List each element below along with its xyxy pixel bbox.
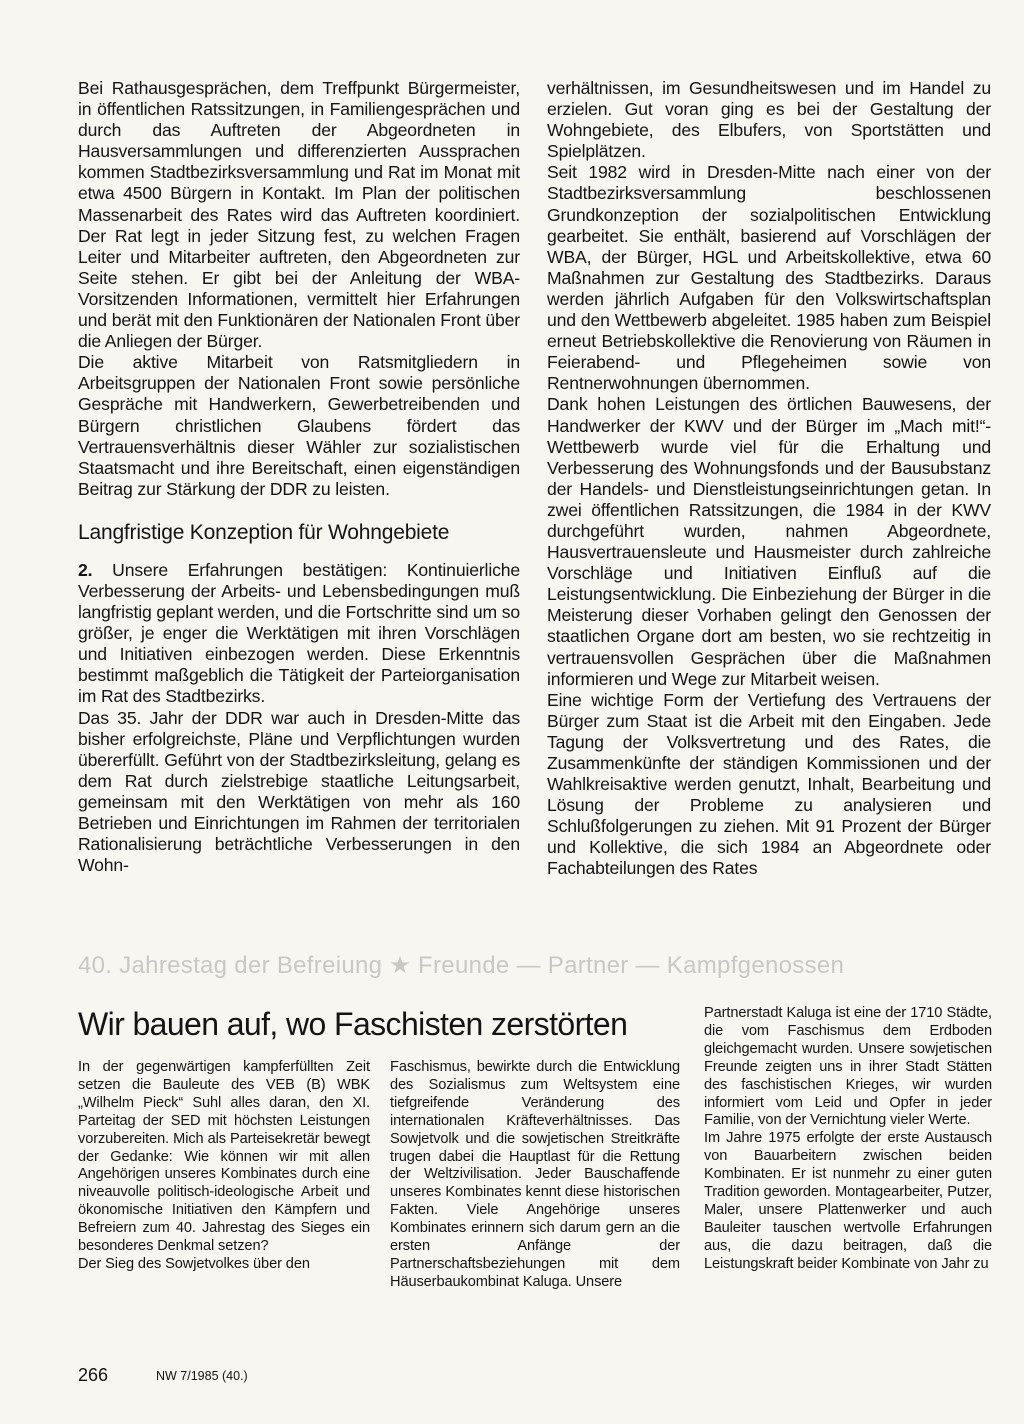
paragraph: Bei Rathausgesprächen, dem Treffpunkt Bürgermeister, in öffentlichen Ratssitzungen, in Familiengesprächen und durch das Auftreten der Abgeordneten in Hausversammlungen und differenzierten Aussprachen kommen Stadtbezirksversammlung und Rat im Monat mit etwa 4500 Bürgern in Kontakt. Im Plan der politischen Massenarbeit des Rates wird das Auftreten koordiniert. Der Rat legt in jeder Sitzung fest, zu welchen Fragen Leiter und Mitarbeiter auftreten, den Abgeordneten zur Seite stehen. Er gibt bei der Anleitung der WBA-Vorsitzenden Informationen, vermittelt hier Erfahrungen und berät mit den Funktionären der Nationalen Front über die Anliegen der Bürger. <box>78 78 520 352</box>
paragraph: Der Sieg des Sowjetvolkes über den <box>78 1255 310 1272</box>
page-footer <box>78 1363 478 1387</box>
paragraph: Die aktive Mitarbeit von Ratsmitgliedern in Arbeitsgruppen der Nationalen Front sowie persönliche Gespräche mit Handwerkern, Gewerbetreibenden und Bürgern christlichen Glaubens fördert das Vertrauensverhältnis dieser Wähler zur sozialistischen Staatsmacht und ihre Bereitschaft, einen eigenständigen Beitrag zur Stärkung der DDR zu leisten. <box>78 352 520 499</box>
upper-right-column <box>547 78 991 880</box>
upper-left-column <box>78 78 520 876</box>
paragraph: Dank hohen Leistungen des örtlichen Bauwesens, der Handwerker der KWV und der Bürger im „Mach mit!“-Wettbewerb wurde viel für die Erhaltung und Verbesserung des Wohnungsfonds und der Bausubstanz der Handels- und Dienstleistungseinrichtungen getan. In zwei öffentlichen Ratssitzungen, die 1984 in der KWV durchgeführt wurden, nahmen Abgeordnete, Hausvertrauensleute und Hausmeister durch zahlreiche Vorschläge und Initiativen Einfluß auf die Leistungsentwicklung. Die Einbeziehung der Bürger in die Meisterung dieser Vorhaben gelingt den Genossen der staatlichen Organe dort am besten, wo sie rechtzeitig in vertrauensvollen Gesprächen über die Maßnahmen informieren und Wege zur Mitarbeit weisen. <box>547 394 991 689</box>
section-banner: 40. Jahrestag der Befreiung ★ Freunde — Partner — Kampfgenossen <box>78 952 845 979</box>
paragraph: Faschismus, bewirkte durch die Entwicklung des Sozialismus zum Weltsystem eine tiefgreifende Veränderung des internationalen Kräfteverhältnisses. Das Sowjetvolk und die sowjetischen Streitkräfte trugen dabei die Hauptlast für die Rettung der Weltzivilisation. Jeder Bauschaffende unseres Kombinates kennt diese historischen Fakten. Viele Angehörige unseres Kombinates erinnern sich darum gern an die ersten Anfänge der Partnerschaftsbeziehungen mit dem Häuserbaukombinat Kaluga. Unsere <box>390 1059 680 1290</box>
paragraph: Seit 1982 wird in Dresden-Mitte nach einer von der Stadtbezirksversammlung beschlossenen Grundkonzeption der sozialpolitischen Entwicklung gearbeitet. Sie enthält, basierend auf Vorschlägen der WBA, der Bürger, HGL und Arbeitskollektive, etwa 60 Maßnahmen zur Gestaltung des Stadtbezirks. Daraus werden jährlich Aufgaben für den Volkswirtschaftsplan und den Wettbewerb abgeleitet. 1985 haben zum Beispiel erneut Betriebskollektive die Renovierung von Räumen in Feierabend- und Pflegeheimen sowie von Rentnerwohnungen übernommen. <box>547 162 991 394</box>
lower-column-1 <box>78 1059 370 1274</box>
paragraph: Partnerstadt Kaluga ist eine der 1710 Städte, die vom Faschismus dem Erdboden gleichgemacht wurden. Unsere sowjetischen Freunde zeigten uns in ihrer Stadt Stätten des faschistischen Krieges, wir wurden informiert vom Leid und Opfer in jeder Familie, von der Vernichtung vieler Werte. <box>704 1005 992 1129</box>
paragraph: Im Jahre 1975 erfolgte der erste Austausch von Bauarbeitern zwischen beiden Kombinaten. Er ist nunmehr zu einer guten Tradition geworden. Montagearbeiter, Putzer, Maler, unsere Plattenwerker und auch Bauleiter tauschen wertvolle Erfahrungen aus, die dazu beitragen, daß die Leistungskraft beider Kombinate von Jahr zu <box>704 1130 992 1272</box>
article-headline: Wir bauen auf, wo Faschisten zerstörten <box>78 1006 628 1042</box>
lower-column-3 <box>704 1005 992 1274</box>
paragraph: Eine wichtige Form der Vertiefung des Vertrauens der Bürger zum Staat ist die Arbeit mit den Eingaben. Jede Tagung der Volksvertretung und des Rates, die Zusammenkünfte der ständigen Kommissionen und der Wahlkreisaktive werden genutzt, Inhalt, Bearbeitung und Lösung der Probleme zu analysieren und Schlußfolgerungen zu ziehen. Mit 91 Prozent der Bürger und Kollektive, die sich 1984 an Abgeordnete oder Fachabteilungen des Rates <box>547 689 991 879</box>
section-number: 2. <box>78 559 93 580</box>
paragraph: In der gegenwärtigen kampferfüllten Zeit setzen die Bauleute des VEB (B) WBK „Wilhelm Pieck“ Suhl alles daran, den XI. Parteitag der SED mit höchsten Leistungen vorzubereiten. Mich als Parteisekretär bewegt der Gedanke: Wie können wir mit allen Angehörigen unseres Kombinates durch eine niveauvolle politisch-ideologische Arbeit und ökonomische Initiativen den Kämpfern und Befreiern zum 40. Jahrestag des Sieges ein besonderes Denkmal setzen? <box>78 1059 370 1255</box>
section-subheading: Langfristige Konzeption für Wohngebiete <box>78 520 450 544</box>
page-number: 266 <box>78 1365 109 1385</box>
paragraph: Das 35. Jahr der DDR war auch in Dresden-Mitte das bisher erfolgreichste, Pläne und Verpflichtungen wurden übererfüllt. Geführt von der Stadtbezirksleitung, gelang es dem Rat durch zielstrebige staatliche Leitungsarbeit, gemeinsam mit den Werktätigen von mehr als 160 Betrieben und Einrichtungen im Rahmen der territorialen Rationalisierung beträchtliche Verbesserungen in den Wohn- <box>78 707 520 876</box>
paragraph: 2. Unsere Erfahrungen bestätigen: Kontinuierliche Verbesserung der Arbeits- und Lebensbedingungen muß langfristig geplant werden, und die Fortschritte sind um so größer, je enger die Werktätigen mit ihren Vorschlägen und Initiativen einbezogen werden. Diese Erkenntnis bestimmt maßgeblich die Tätigkeit der Parteiorganisation im Rat des Stadtbezirks. <box>78 559 520 707</box>
lower-column-2 <box>390 1059 680 1292</box>
paragraph: verhältnissen, im Gesundheitswesen und im Handel zu erzielen. Gut voran ging es bei der Gestaltung der Wohngebiete, des Elbufers, von Sportstätten und Spielplätzen. <box>547 78 991 162</box>
journal-reference: NW 7/1985 (40.) <box>156 1369 248 1383</box>
